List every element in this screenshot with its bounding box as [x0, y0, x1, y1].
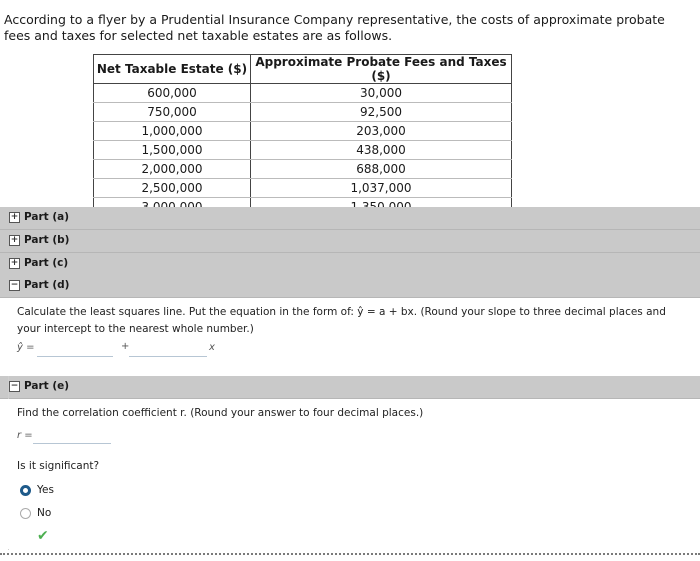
- table-row: [94, 122, 512, 141]
- check-icon: ✔: [37, 528, 49, 544]
- radio-selected-icon[interactable]: [20, 485, 31, 496]
- column-header-fees: Approximate Probate Fees and Taxes ($): [251, 55, 512, 84]
- data-table: [93, 54, 512, 217]
- expand-icon[interactable]: +: [10, 212, 19, 222]
- part-c-header[interactable]: [0, 253, 700, 276]
- column-header-estate: Net Taxable Estate ($): [94, 55, 251, 84]
- table-cell: 30,000: [251, 84, 512, 103]
- significance-question: Is it significant?: [17, 460, 100, 472]
- part-e-label: Part (e): [24, 380, 70, 392]
- table-cell: 1,037,000: [251, 179, 512, 198]
- table-row: [94, 103, 512, 122]
- part-e-body: [0, 399, 700, 549]
- problem-intro: According to a flyer by a Prudential Insurance Company representative, the costs of approximate probate fees and taxes for selected net taxable estates are as follows.: [4, 12, 665, 43]
- table-header-row: [94, 55, 512, 84]
- table-row: [94, 141, 512, 160]
- part-e-question: Find the correlation coefficient r. (Round your answer to four decimal places.): [17, 407, 424, 419]
- part-d-body: [0, 298, 700, 370]
- part-d-header[interactable]: [0, 275, 700, 298]
- table-cell: 600,000: [94, 84, 251, 103]
- yhat-label: ŷ =: [17, 342, 35, 353]
- bottom-divider: [0, 553, 700, 555]
- part-b-label: Part (b): [24, 234, 70, 246]
- table-cell: 750,000: [94, 103, 251, 122]
- table-cell: 688,000: [251, 160, 512, 179]
- table-cell: 203,000: [251, 122, 512, 141]
- part-c-label: Part (c): [24, 257, 69, 269]
- part-d-question: Calculate the least squares line. Put the equation in the form of: ŷ = a + bx. (Round your slope to three decimal places and your intercept to the nearest whole number.): [17, 306, 666, 335]
- x-label: x: [209, 342, 215, 353]
- collapse-icon[interactable]: −: [10, 381, 19, 391]
- radio-no-label: No: [37, 507, 52, 519]
- expand-icon[interactable]: +: [10, 258, 19, 268]
- table-cell: 1,000,000: [94, 122, 251, 141]
- plus-sign: +: [121, 341, 130, 352]
- part-a-label: Part (a): [24, 211, 70, 223]
- part-a-header[interactable]: [0, 207, 700, 230]
- table-cell: 438,000: [251, 141, 512, 160]
- part-b-header[interactable]: [0, 230, 700, 253]
- radio-no[interactable]: [20, 507, 51, 519]
- radio-unselected-icon[interactable]: [20, 508, 31, 519]
- slope-input[interactable]: [129, 341, 207, 357]
- collapse-icon[interactable]: −: [10, 280, 19, 290]
- part-e-header[interactable]: [0, 376, 700, 399]
- table-row: [94, 160, 512, 179]
- table-row: [94, 179, 512, 198]
- correlation-input[interactable]: [33, 428, 111, 444]
- table-cell: 1,500,000: [94, 141, 251, 160]
- table-row: [94, 84, 512, 103]
- intercept-input[interactable]: [37, 341, 113, 357]
- radio-yes[interactable]: [20, 484, 54, 496]
- expand-icon[interactable]: +: [10, 235, 19, 245]
- part-d-label: Part (d): [24, 279, 70, 291]
- r-label: r =: [17, 430, 33, 441]
- table-cell: 92,500: [251, 103, 512, 122]
- table-cell: 2,000,000: [94, 160, 251, 179]
- radio-yes-label: Yes: [37, 484, 54, 496]
- table-cell: 2,500,000: [94, 179, 251, 198]
